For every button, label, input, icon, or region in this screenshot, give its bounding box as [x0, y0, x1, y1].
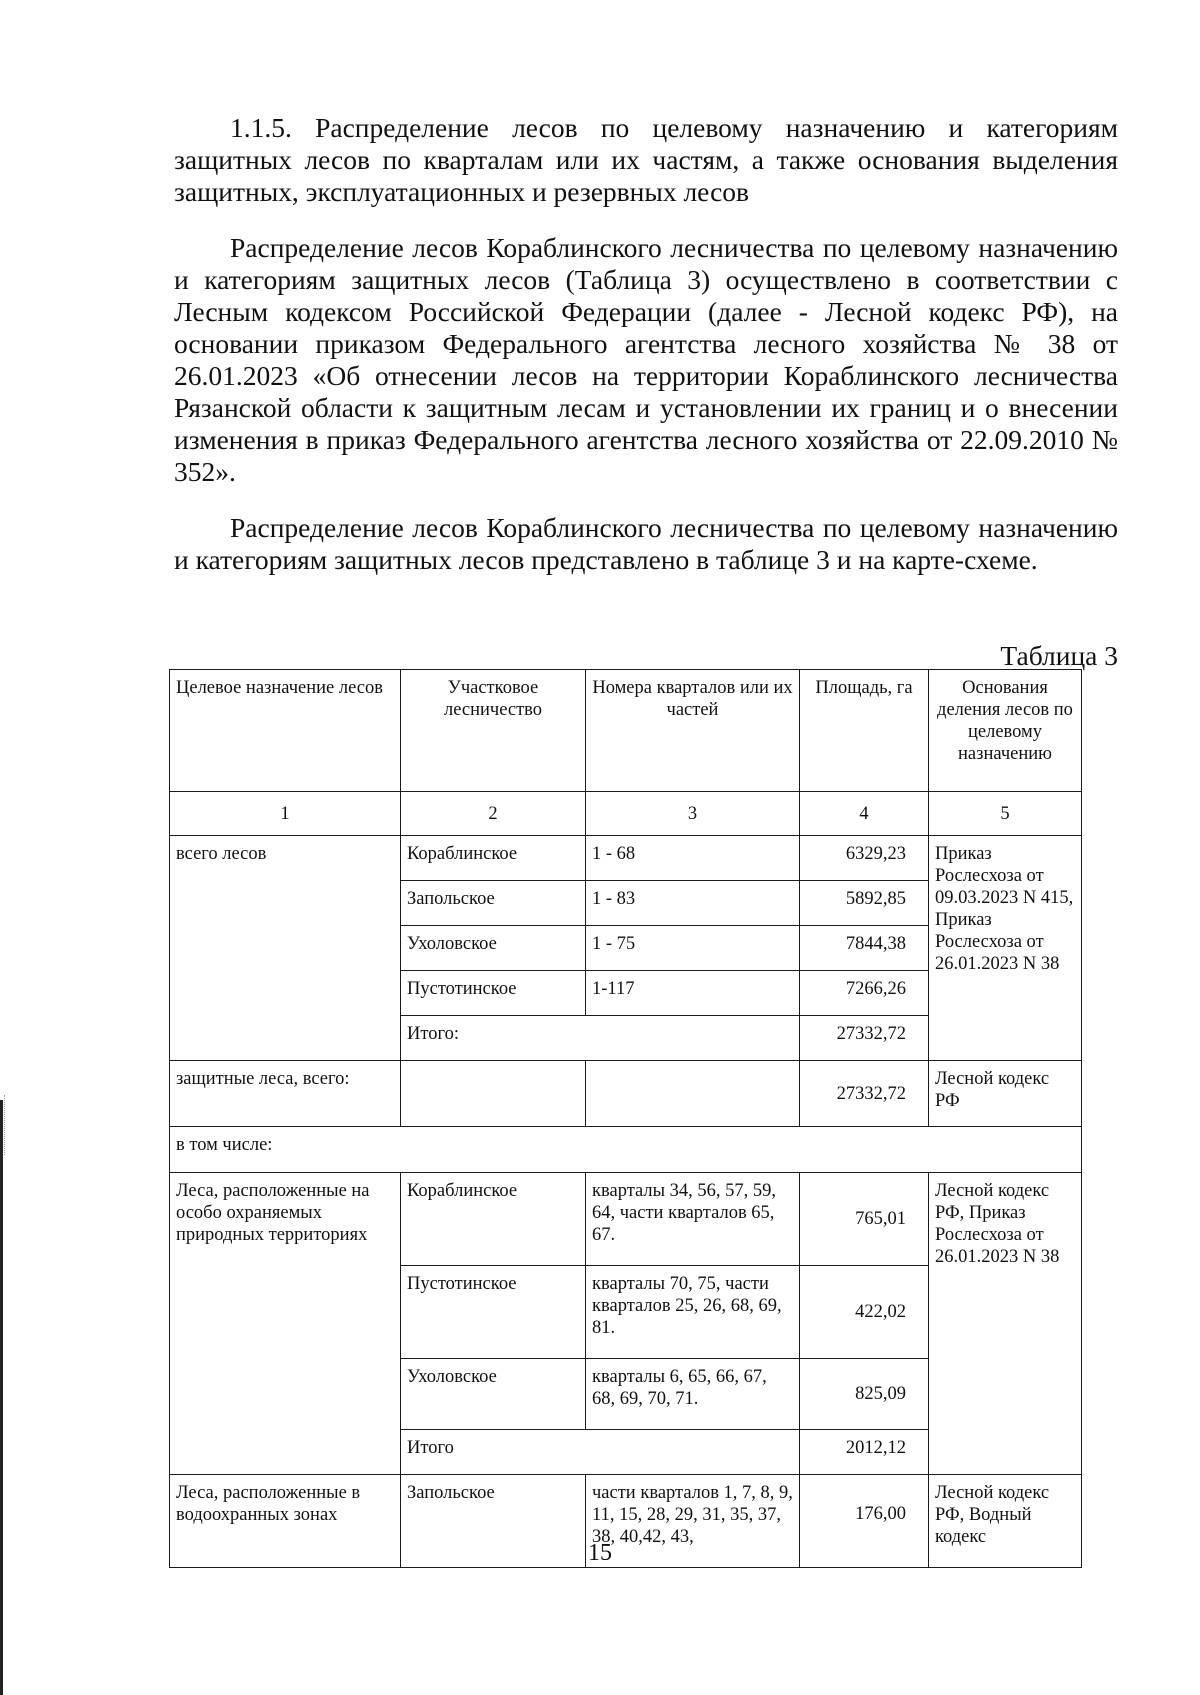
- water-purpose-cell: Леса, расположенные в водоохранных зонах: [170, 1475, 401, 1568]
- paragraph-1: Распределение лесов Кораблинского лесничества по целевому назначению и категориям защитных лесов (Таблица 3) осуществлено в соответствии с Лесным кодексом Российской Федерации (далее - Лесной кодекс РФ), на основании приказом Федерального агентства лесного хозяйства № 38 от 26.01.2023 «Об отнесении лесов на территории Кораблинского лесничества Рязанской области к защитным лесам и установлении их границ и о внесении изменения в приказ Федерального агентства лесного хозяйства от 22.09.2010 № 352».: [174, 232, 1118, 487]
- empty-cell: [401, 1061, 586, 1127]
- water-basis-cell: Лесной кодекс РФ, Водный кодекс: [929, 1475, 1082, 1568]
- area-cell: 825,09: [800, 1359, 929, 1430]
- quarters-cell: 1 - 68: [586, 836, 800, 881]
- total-area-cell: 2012,12: [800, 1430, 929, 1475]
- protective-purpose-cell: защитные леса, всего:: [170, 1061, 401, 1127]
- district-cell: Кораблинское: [401, 1173, 586, 1266]
- including-label-cell: в том числе:: [170, 1127, 1082, 1173]
- page-number: 15: [588, 1540, 612, 1566]
- district-cell: Пустотинское: [401, 971, 586, 1016]
- quarters-cell: кварталы 70, 75, части кварталов 25, 26, 68, 69, 81.: [586, 1266, 800, 1359]
- scan-edge-dots: [4, 1095, 6, 1155]
- district-cell: Запольское: [401, 1475, 586, 1568]
- total-label-cell: Итого: [401, 1430, 800, 1475]
- table-row: [170, 1127, 1082, 1173]
- section-heading: 1.1.5. Распределение лесов по целевому назначению и категориям защитных лесов по кварталам или их частям, а также основания выделения защитных, эксплуатационных и резервных лесов: [174, 112, 1118, 207]
- district-cell: Ухоловское: [401, 1359, 586, 1430]
- oopt-purpose-cell: Леса, расположенные на особо охраняемых природных территориях: [170, 1173, 401, 1475]
- table-row: [170, 1173, 1082, 1266]
- area-cell: 422,02: [800, 1266, 929, 1359]
- protective-area-cell: 27332,72: [800, 1061, 929, 1127]
- district-cell: Ухоловское: [401, 926, 586, 971]
- quarters-cell: 1 - 83: [586, 881, 800, 926]
- district-cell: Кораблинское: [401, 836, 586, 881]
- table-row: [170, 1061, 1082, 1127]
- area-cell: 176,00: [800, 1475, 929, 1568]
- header-quarters: Номера кварталов или их частей: [586, 670, 800, 792]
- quarters-cell: части кварталов 1, 7, 8, 9, 11, 15, 28, 29, 31, 35, 37, 38, 40,42, 43,: [586, 1475, 800, 1568]
- total-basis-cell: Приказ Рослесхоза от 09.03.2023 N 415, Приказ Рослесхоза от 26.01.2023 N 38: [929, 836, 1082, 1061]
- paragraph-2: Распределение лесов Кораблинского лесничества по целевому назначению и категориям защитных лесов представлено в таблице 3 и на карте-схеме.: [174, 512, 1118, 575]
- forest-distribution-table: [169, 669, 1082, 1568]
- quarters-cell: кварталы 34, 56, 57, 59, 64, части кварталов 65, 67.: [586, 1173, 800, 1266]
- total-label-cell: Итого:: [401, 1016, 800, 1061]
- area-cell: 7266,26: [800, 971, 929, 1016]
- empty-cell: [586, 1061, 800, 1127]
- quarters-cell: 1-117: [586, 971, 800, 1016]
- table-row: [170, 836, 1082, 881]
- header-purpose: Целевое назначение лесов: [170, 670, 401, 792]
- column-number-row: [170, 792, 1082, 836]
- header-area: Площадь, га: [800, 670, 929, 792]
- oopt-basis-cell: Лесной кодекс РФ, Приказ Рослесхоза от 26.01.2023 N 38: [929, 1173, 1082, 1475]
- header-district: Участковое лесничество: [401, 670, 586, 792]
- district-cell: Запольское: [401, 881, 586, 926]
- area-cell: 5892,85: [800, 881, 929, 926]
- district-cell: Пустотинское: [401, 1266, 586, 1359]
- total-area-cell: 27332,72: [800, 1016, 929, 1061]
- header-basis: Основания деления лесов по целевому назначению: [929, 670, 1082, 792]
- table-header-row: [170, 670, 1082, 792]
- total-purpose-cell: всего лесов: [170, 836, 401, 1061]
- column-number: 4: [800, 792, 929, 836]
- column-number: 5: [929, 792, 1082, 836]
- quarters-cell: кварталы 6, 65, 66, 67, 68, 69, 70, 71.: [586, 1359, 800, 1430]
- quarters-cell: 1 - 75: [586, 926, 800, 971]
- area-cell: 7844,38: [800, 926, 929, 971]
- column-number: 1: [170, 792, 401, 836]
- column-number: 2: [401, 792, 586, 836]
- area-cell: 765,01: [800, 1173, 929, 1266]
- scan-edge-mark: [0, 1100, 3, 1695]
- area-cell: 6329,23: [800, 836, 929, 881]
- column-number: 3: [586, 792, 800, 836]
- table-caption: Таблица 3: [1000, 640, 1118, 671]
- protective-basis-cell: Лесной кодекс РФ: [929, 1061, 1082, 1127]
